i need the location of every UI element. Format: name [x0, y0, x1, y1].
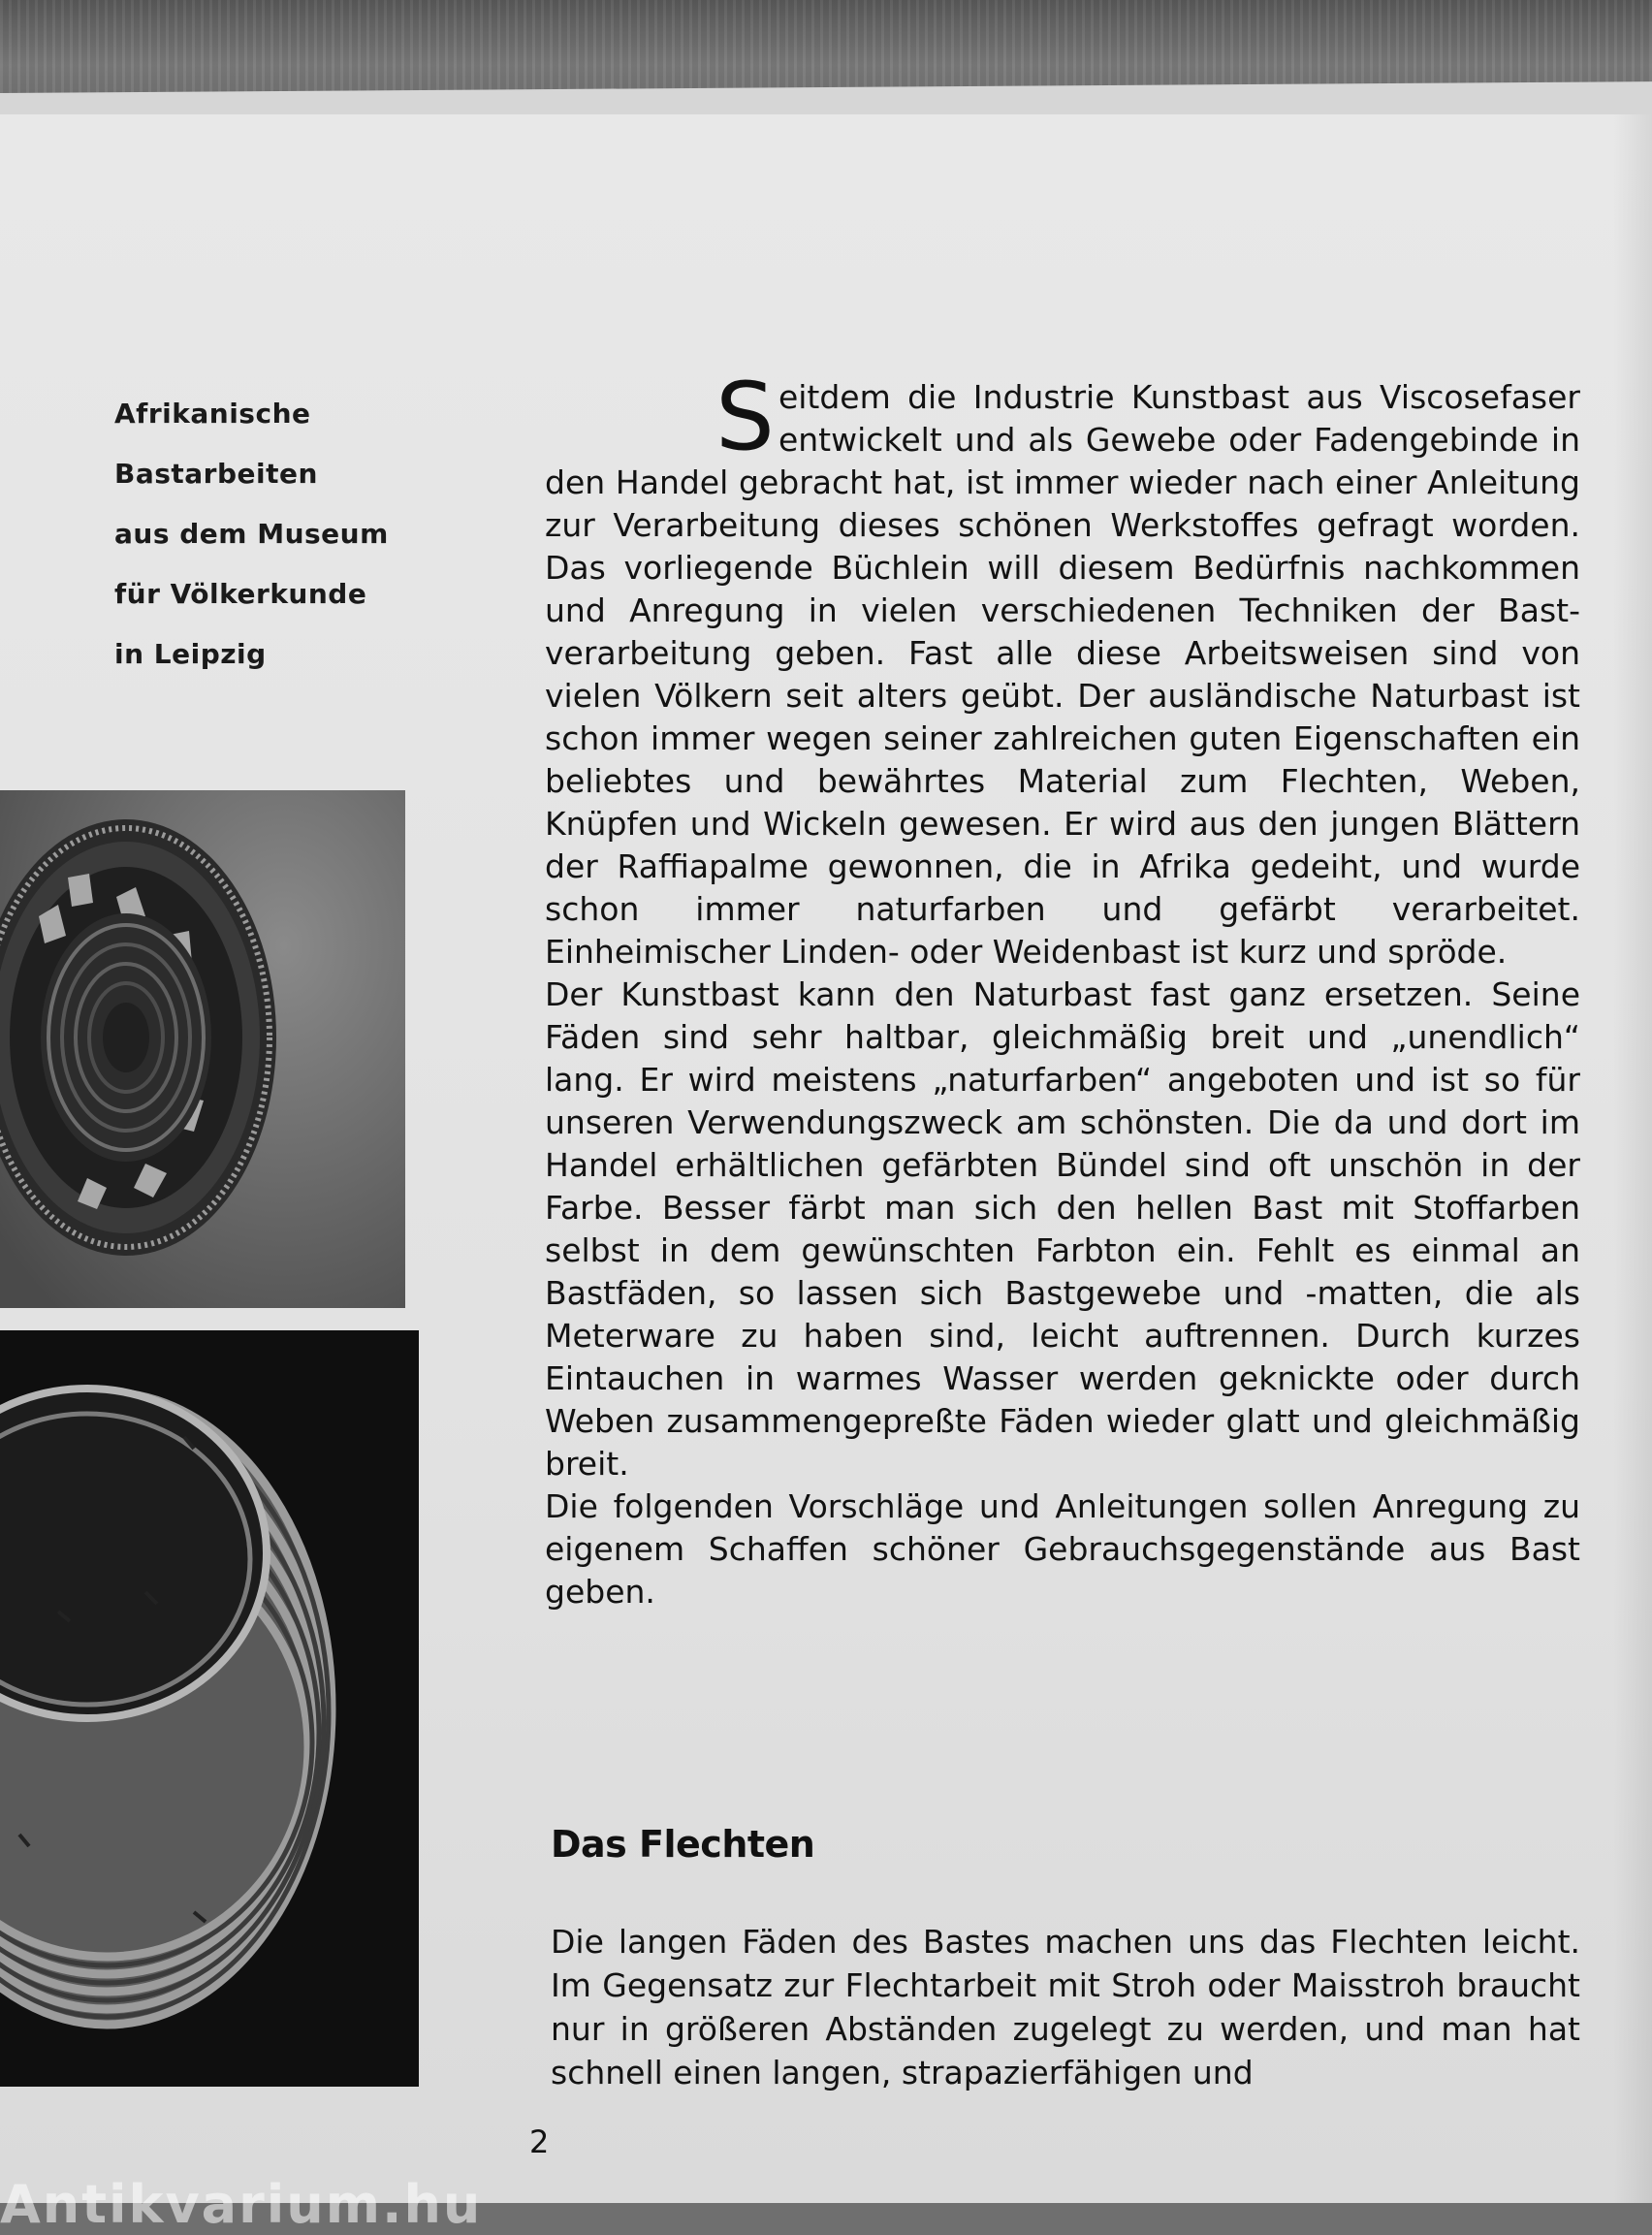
- caption-line: aus dem Museum: [114, 518, 389, 550]
- paragraph-1: [545, 363, 1580, 974]
- section-text: Die langen Fäden des Bastes machen uns das Flechten leicht. Im Gegensatz zur Flechtarbeit mit Stroh oder Maisstroh braucht nur in größeren Abständen zugelegt zu werden, und man hat schnell einen langen, strapazierfähigen und: [551, 1923, 1580, 2091]
- woven-plate-illustration: [0, 790, 405, 1308]
- section-heading: Das Flechten: [551, 1823, 815, 1866]
- page-gutter-shadow: [1613, 114, 1652, 2203]
- photo-caption: [114, 390, 425, 690]
- watermark: Antikvarium.hu: [0, 2174, 483, 2235]
- photo-coiled-basket: [0, 1330, 419, 2087]
- photo-woven-plate: [0, 790, 405, 1308]
- paragraph-2: Der Kunstbast kann den Naturbast fast ganz ersetzen. Seine Fäden sind sehr haltbar, gleichmäßig breit und „unendlich“ lang. Er wird meistens „naturfarben“ angeboten und ist so für unseren Verwendungszweck am schönsten. Die da und dort im Handel erhältlichen gefärbten Bündel sind oft unschön in der Farbe. Besser färbt man sich den hellen Bast mit Stoffarben selbst in dem gewünschten Farbton ein. Fehlt es einmal an Bastfäden, so lassen sich Bastgewebe und -matten, die als Meterware zu haben sind, leicht auftrennen. Durch kurzes Eintauchen in warmes Wasser werden geknickte oder durch Weben zusammengepreßte Fäden wieder glatt und gleichmäßig breit.: [545, 975, 1580, 1483]
- caption-line: in Leipzig: [114, 638, 267, 670]
- caption-line: Bastarbeiten: [114, 458, 318, 490]
- caption-line: für Völkerkunde: [114, 578, 367, 610]
- page-number: 2: [529, 2123, 550, 2160]
- paragraph-3: Die folgenden Vorschläge und Anleitungen sollen Anregung zu eigenem Schaffen schöner Gebrauchsgegenstände aus Bast geben.: [545, 1487, 1580, 1611]
- introduction-text: [545, 363, 1580, 1613]
- coiled-basket-illustration: [0, 1330, 419, 2087]
- drop-cap: S: [715, 363, 775, 471]
- caption-line: Afrikanische: [114, 398, 311, 430]
- paragraph-1-text: eitdem die Industrie Kunstbast aus Viscosefaser entwickelt und als Gewebe oder Fadengebinde in den Handel gebracht hat, ist immer wieder nach einer Anleitung zur Verarbeitung dieses schönen Werkstoffes gefragt worden. Das vorliegende Büchlein will diesem Bedürfnis nachkommen und Anregung in vielen verschiedenen Techniken der Bastverarbeitung geben. Fast alle diese Arbeitsweisen sind von vielen Völkern seit alters geübt. Der ausländische Naturbast ist schon immer wegen seiner zahlreichen guten Eigenschaften ein beliebtes und bewährtes Material zum Flechten, Weben, Knüpfen und Wickeln gewesen. Er wird aus den jungen Blättern der Raffiapalme gewonnen, die in Afrika gedeiht, und wurde schon immer naturfarben und gefärbt verarbeitet. Einheimischer Linden- oder Weidenbast ist kurz und spröde.: [545, 378, 1580, 971]
